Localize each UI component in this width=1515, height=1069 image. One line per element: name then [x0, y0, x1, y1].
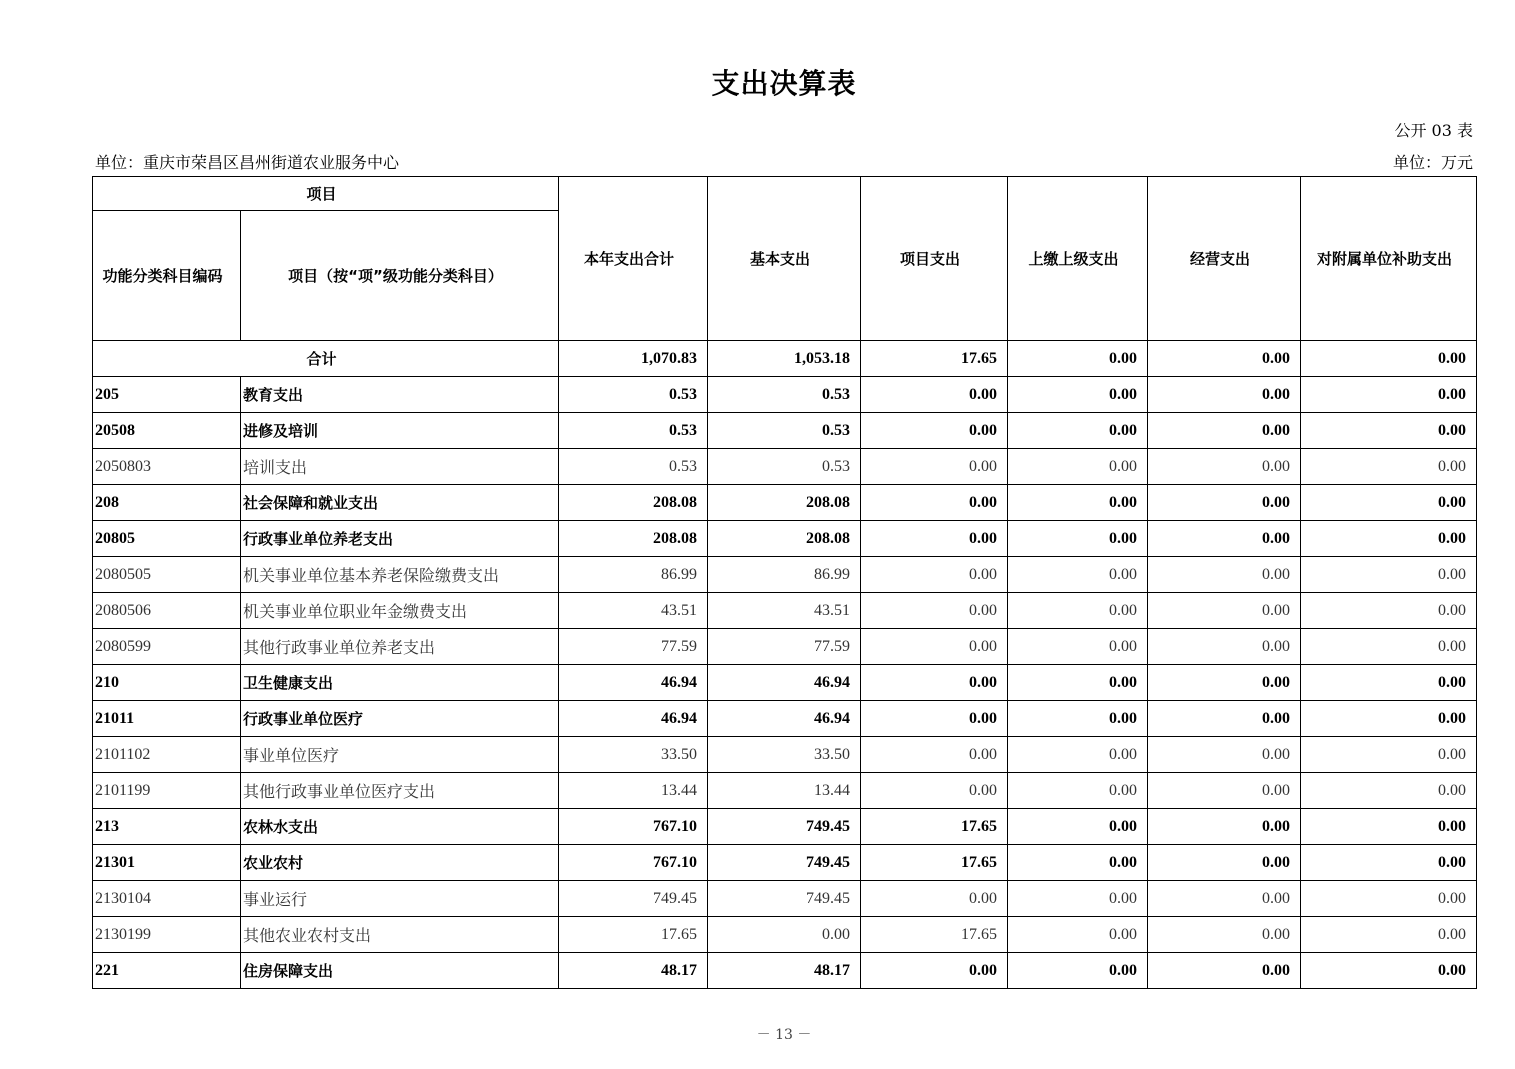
total-label: 合计 [93, 341, 559, 377]
row-value: 0.53 [708, 413, 861, 449]
row-value: 0.00 [1148, 593, 1301, 629]
header-upper-level: 上缴上级支出 [1008, 177, 1148, 341]
table-row [93, 737, 1477, 773]
row-value: 0.00 [1148, 701, 1301, 737]
row-value: 0.00 [1008, 701, 1148, 737]
table-row [93, 485, 1477, 521]
row-name: 其他行政事业单位医疗支出 [241, 773, 559, 809]
row-value: 46.94 [708, 701, 861, 737]
total-value: 0.00 [1148, 341, 1301, 377]
row-value: 749.45 [708, 845, 861, 881]
table-row [93, 953, 1477, 989]
row-value: 0.00 [1301, 773, 1477, 809]
row-value: 0.00 [1301, 809, 1477, 845]
table-row [93, 413, 1477, 449]
row-value: 0.00 [1148, 557, 1301, 593]
row-value: 767.10 [559, 809, 708, 845]
row-name: 教育支出 [241, 377, 559, 413]
row-value: 0.00 [1301, 593, 1477, 629]
row-name: 社会保障和就业支出 [241, 485, 559, 521]
page-title: 支出决算表 [711, 67, 857, 100]
unit-organization: 单位：重庆市荣昌区昌州街道农业服务中心 [95, 153, 400, 172]
row-value: 0.00 [1301, 665, 1477, 701]
row-name: 住房保障支出 [241, 953, 559, 989]
row-value: 208.08 [708, 521, 861, 557]
total-value: 0.00 [1301, 341, 1477, 377]
row-value: 0.00 [1008, 629, 1148, 665]
row-value: 0.00 [1301, 845, 1477, 881]
row-value: 17.65 [861, 845, 1008, 881]
row-value: 0.00 [1301, 917, 1477, 953]
row-value: 43.51 [708, 593, 861, 629]
row-value: 33.50 [559, 737, 708, 773]
row-value: 0.00 [1148, 773, 1301, 809]
row-value: 0.00 [1148, 377, 1301, 413]
row-value: 0.00 [861, 701, 1008, 737]
row-value: 0.00 [861, 377, 1008, 413]
row-name: 卫生健康支出 [241, 665, 559, 701]
row-value: 86.99 [708, 557, 861, 593]
table-row [93, 881, 1477, 917]
row-code: 21301 [93, 845, 241, 881]
row-value: 208.08 [559, 521, 708, 557]
row-value: 0.00 [1301, 737, 1477, 773]
row-value: 0.00 [1301, 377, 1477, 413]
row-code: 2101102 [93, 737, 241, 773]
row-value: 0.00 [861, 593, 1008, 629]
row-value: 0.00 [708, 917, 861, 953]
row-value: 749.45 [708, 809, 861, 845]
row-value: 0.00 [1148, 881, 1301, 917]
header-basic: 基本支出 [708, 177, 861, 341]
row-code: 20805 [93, 521, 241, 557]
row-value: 0.00 [861, 953, 1008, 989]
row-value: 43.51 [559, 593, 708, 629]
row-value: 208.08 [559, 485, 708, 521]
row-name: 行政事业单位养老支出 [241, 521, 559, 557]
row-value: 0.00 [1301, 953, 1477, 989]
row-value: 0.00 [1008, 413, 1148, 449]
header-subsidy: 对附属单位补助支出 [1301, 177, 1477, 341]
row-value: 0.00 [861, 665, 1008, 701]
row-code: 2101199 [93, 773, 241, 809]
total-value: 1,070.83 [559, 341, 708, 377]
row-name: 其他农业农村支出 [241, 917, 559, 953]
table-row [93, 449, 1477, 485]
row-value: 0.00 [1301, 881, 1477, 917]
row-name: 事业单位医疗 [241, 737, 559, 773]
row-value: 0.00 [1008, 773, 1148, 809]
row-value: 46.94 [559, 665, 708, 701]
header-total: 本年支出合计 [559, 177, 708, 341]
total-value: 17.65 [861, 341, 1008, 377]
row-value: 0.53 [559, 449, 708, 485]
row-name: 农林水支出 [241, 809, 559, 845]
row-value: 77.59 [559, 629, 708, 665]
row-value: 0.00 [1301, 521, 1477, 557]
row-value: 0.00 [1148, 845, 1301, 881]
row-value: 0.00 [1301, 485, 1477, 521]
row-value: 767.10 [559, 845, 708, 881]
row-value: 0.00 [861, 521, 1008, 557]
form-number: 公开 03 表 [1394, 121, 1473, 140]
row-value: 0.00 [1148, 629, 1301, 665]
row-value: 0.00 [1301, 629, 1477, 665]
row-value: 0.00 [861, 485, 1008, 521]
row-value: 0.00 [1008, 953, 1148, 989]
header-func-code: 功能分类科目编码 [93, 211, 241, 341]
table-row [93, 917, 1477, 953]
row-name: 进修及培训 [241, 413, 559, 449]
row-value: 0.00 [1148, 413, 1301, 449]
table-row [93, 809, 1477, 845]
table-row [93, 557, 1477, 593]
row-value: 86.99 [559, 557, 708, 593]
expenditure-table [92, 176, 1477, 989]
row-value: 17.65 [559, 917, 708, 953]
header-project: 项目 [93, 177, 559, 211]
row-name: 事业运行 [241, 881, 559, 917]
row-value: 0.00 [861, 629, 1008, 665]
row-value: 0.00 [1301, 413, 1477, 449]
row-value: 0.00 [1008, 449, 1148, 485]
header-project-expenditure: 项目支出 [861, 177, 1008, 341]
row-value: 0.00 [1148, 449, 1301, 485]
table-row [93, 629, 1477, 665]
row-value: 0.00 [1148, 521, 1301, 557]
row-code: 208 [93, 485, 241, 521]
row-value: 0.53 [708, 377, 861, 413]
row-code: 2130104 [93, 881, 241, 917]
row-value: 0.00 [1148, 953, 1301, 989]
page-number: － 13 － [756, 1027, 812, 1043]
row-value: 46.94 [708, 665, 861, 701]
table-row [93, 665, 1477, 701]
row-value: 0.00 [1008, 485, 1148, 521]
row-value: 0.00 [1008, 917, 1148, 953]
row-value: 0.00 [1148, 809, 1301, 845]
row-value: 48.17 [559, 953, 708, 989]
row-name: 机关事业单位基本养老保险缴费支出 [241, 557, 559, 593]
row-value: 0.00 [1008, 845, 1148, 881]
row-name: 机关事业单位职业年金缴费支出 [241, 593, 559, 629]
row-value: 0.00 [1148, 737, 1301, 773]
row-value: 0.00 [1008, 809, 1148, 845]
row-name: 培训支出 [241, 449, 559, 485]
row-code: 2080505 [93, 557, 241, 593]
header-operating: 经营支出 [1148, 177, 1301, 341]
table-row [93, 773, 1477, 809]
row-value: 46.94 [559, 701, 708, 737]
row-name: 其他行政事业单位养老支出 [241, 629, 559, 665]
table-row [93, 845, 1477, 881]
row-value: 0.00 [1008, 881, 1148, 917]
row-code: 2050803 [93, 449, 241, 485]
unit-currency: 单位：万元 [1392, 153, 1473, 172]
row-value: 0.53 [708, 449, 861, 485]
row-value: 0.00 [1008, 593, 1148, 629]
header-project-name: 项目（按“项”级功能分类科目） [241, 211, 559, 341]
row-value: 0.00 [1148, 485, 1301, 521]
row-value: 0.00 [861, 773, 1008, 809]
row-value: 17.65 [861, 917, 1008, 953]
row-value: 13.44 [559, 773, 708, 809]
row-value: 0.00 [1148, 665, 1301, 701]
row-value: 0.53 [559, 377, 708, 413]
row-value: 0.00 [1008, 521, 1148, 557]
row-code: 213 [93, 809, 241, 845]
row-value: 0.00 [1008, 557, 1148, 593]
row-value: 0.00 [1301, 701, 1477, 737]
row-value: 17.65 [861, 809, 1008, 845]
row-code: 210 [93, 665, 241, 701]
row-value: 0.00 [861, 737, 1008, 773]
row-value: 208.08 [708, 485, 861, 521]
row-value: 48.17 [708, 953, 861, 989]
row-value: 0.00 [861, 413, 1008, 449]
row-value: 0.00 [1008, 665, 1148, 701]
total-value: 1,053.18 [708, 341, 861, 377]
row-name: 行政事业单位医疗 [241, 701, 559, 737]
row-code: 21011 [93, 701, 241, 737]
row-value: 33.50 [708, 737, 861, 773]
row-value: 13.44 [708, 773, 861, 809]
row-value: 0.00 [1301, 449, 1477, 485]
row-value: 749.45 [559, 881, 708, 917]
row-value: 0.00 [861, 881, 1008, 917]
row-value: 0.00 [1301, 557, 1477, 593]
table-row [93, 593, 1477, 629]
row-value: 77.59 [708, 629, 861, 665]
row-value: 0.00 [1008, 737, 1148, 773]
table-row [93, 521, 1477, 557]
row-code: 20508 [93, 413, 241, 449]
row-value: 749.45 [708, 881, 861, 917]
row-code: 221 [93, 953, 241, 989]
table-row [93, 701, 1477, 737]
row-value: 0.00 [861, 557, 1008, 593]
row-code: 205 [93, 377, 241, 413]
row-name: 农业农村 [241, 845, 559, 881]
row-value: 0.00 [1148, 917, 1301, 953]
row-code: 2080599 [93, 629, 241, 665]
row-code: 2080506 [93, 593, 241, 629]
row-value: 0.53 [559, 413, 708, 449]
row-code: 2130199 [93, 917, 241, 953]
table-row [93, 377, 1477, 413]
row-value: 0.00 [861, 449, 1008, 485]
row-value: 0.00 [1008, 377, 1148, 413]
total-value: 0.00 [1008, 341, 1148, 377]
total-row [93, 341, 1477, 377]
